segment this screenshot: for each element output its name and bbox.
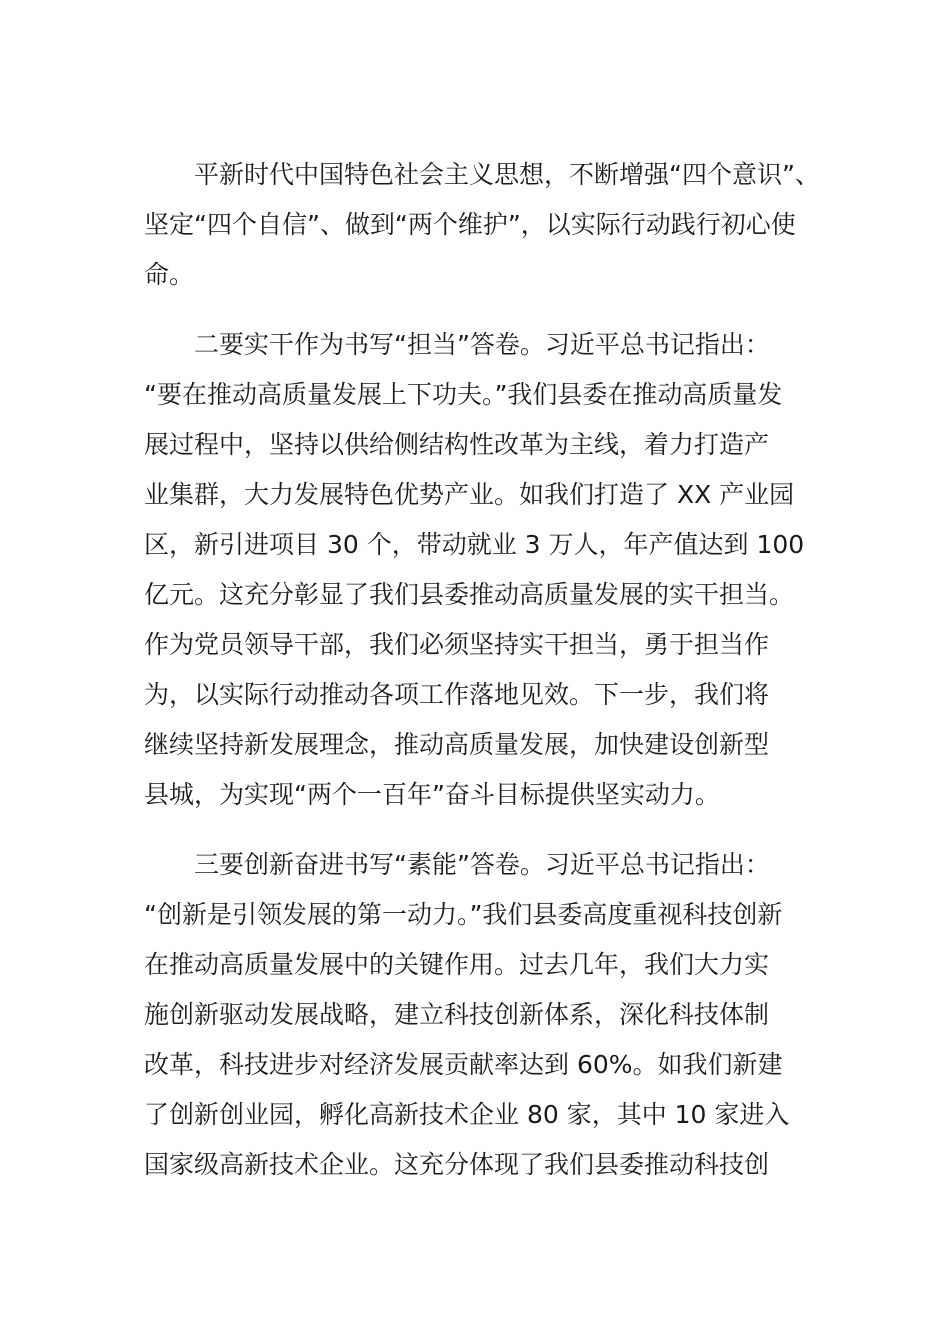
text-line: 展过程中，坚持以供给侧结构性改革为主线，着力打造产 — [144, 430, 770, 459]
text-line: 亿元。这充分彰显了我们县委推动高质量发展的实干担当。 — [144, 580, 795, 609]
text-line: 作为党员领导干部，我们必须坚持实干担当，勇于担当作 — [144, 630, 770, 659]
paragraph-2 — [144, 320, 810, 820]
text-line: 施创新驱动发展战略，建立科技创新体系，深化科技体制 — [144, 1000, 770, 1029]
paragraph-3 — [144, 840, 810, 1190]
text-line: “要在推动高质量发展上下功夫。”我们县委在推动高质量发 — [144, 380, 783, 409]
text-line: 三要创新奋进书写“素能”答卷。习近平总书记指出： — [194, 850, 770, 879]
text-line: 改革，科技进步对经济发展贡献率达到 60%。如我们新建 — [144, 1050, 783, 1079]
text-line: 在推动高质量发展中的关键作用。过去几年，我们大力实 — [144, 950, 770, 979]
text-line: 平新时代中国特色社会主义思想，不断增强“四个意识”、 — [194, 160, 820, 189]
text-line: 坚定“四个自信”、做到“两个维护”，以实际行动践行初心使 — [144, 210, 796, 239]
text-line: 了创新创业园，孵化高新技术企业 80 家，其中 10 家进入 — [144, 1100, 790, 1129]
text-line: “创新是引领发展的第一动力。”我们县委高度重视科技创新 — [144, 900, 783, 929]
text-line: 国家级高新技术企业。这充分体现了我们县委推动科技创 — [144, 1150, 770, 1179]
text-line: 县城，为实现“两个一百年”奋斗目标提供坚实动力。 — [144, 780, 720, 809]
document-body — [144, 150, 820, 1190]
text-line: 继续坚持新发展理念，推动高质量发展，加快建设创新型 — [144, 730, 770, 759]
text-line: 为，以实际行动推动各项工作落地见效。下一步，我们将 — [144, 680, 770, 709]
text-line: 命。 — [144, 260, 195, 289]
text-line: 二要实干作为书写“担当”答卷。习近平总书记指出： — [194, 330, 770, 359]
text-line: 业集群，大力发展特色优势产业。如我们打造了 XX 产业园 — [144, 480, 795, 509]
paragraph-1 — [144, 150, 820, 300]
text-line: 区，新引进项目 30 个，带动就业 3 万人，年产值达到 100 — [144, 530, 805, 559]
